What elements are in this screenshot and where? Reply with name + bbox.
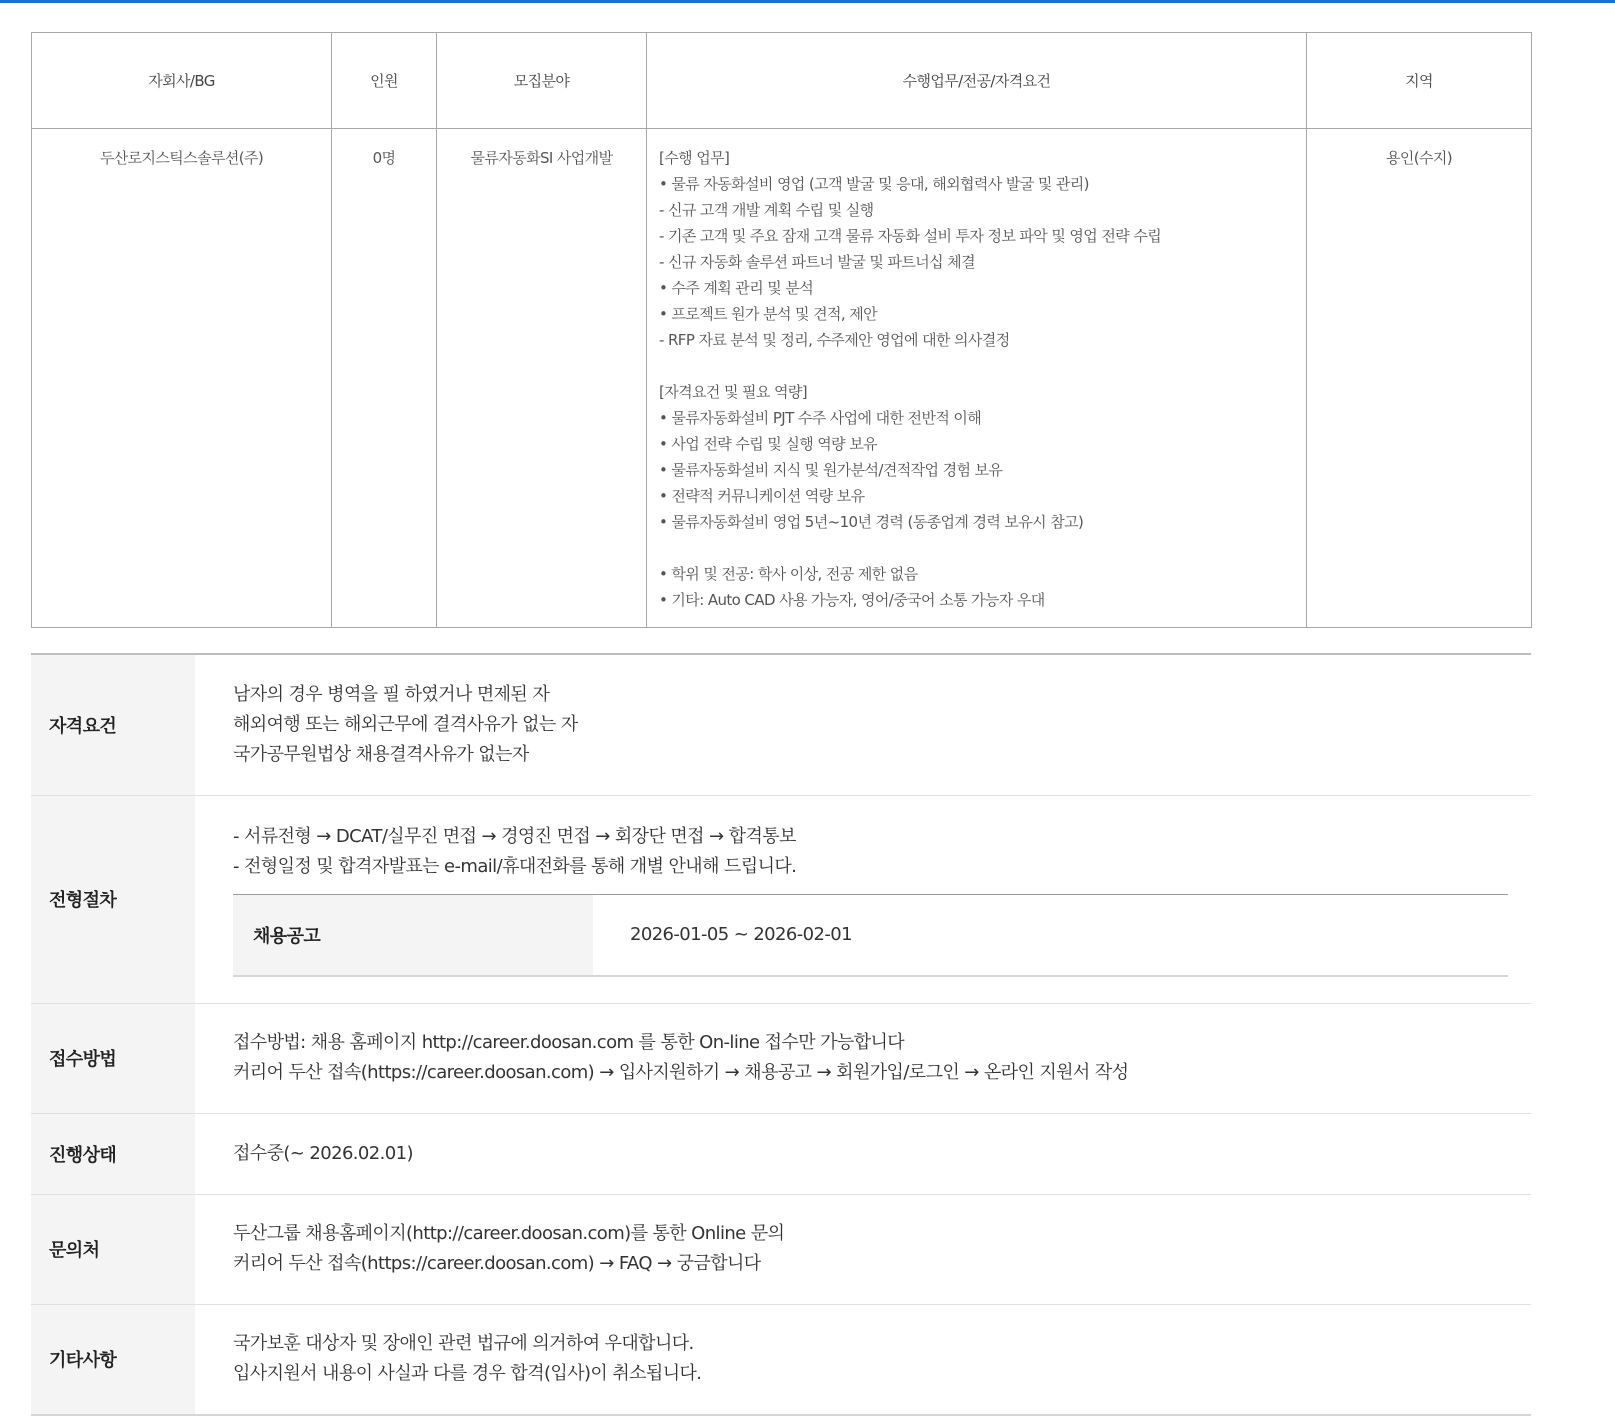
- status-line: 접수중(~ 2026.02.01): [233, 1142, 413, 1164]
- schedule-row: [233, 894, 1508, 976]
- info-row-qualification: [31, 654, 1531, 795]
- info-row-process: [31, 795, 1531, 1003]
- recruitment-table: [31, 32, 1532, 628]
- etc-line: 입사지원서 내용이 사실과 다를 경우 합격(입사)이 취소됩니다.: [233, 1363, 702, 1385]
- qualification-line: 국가공무원법상 채용결격사유가 없는자: [233, 743, 529, 765]
- duty-line: - RFP 자료 분석 및 정리, 수주제안 영업에 대한 의사결정: [659, 331, 1010, 349]
- cell-field: 물류자동화SI 사업개발: [437, 129, 647, 628]
- apply-line: 커리어 두산 접속(https://career.doosan.com) → 입사지원하기 → 채용공고 → 회원가입/로그인 → 온라인 지원서 작성: [233, 1062, 1129, 1083]
- process-line: - 전형일정 및 합격자발표는 e-mail/휴대전화를 통해 개별 안내해 드립니다.: [233, 855, 797, 877]
- process-line: - 서류전형 → DCAT/실무진 면접 → 경영진 면접 → 회장단 면접 → 합격통보: [233, 825, 796, 847]
- duty-line: • 전략적 커뮤니케이션 역량 보유: [659, 487, 865, 505]
- qualification-line: 남자의 경우 병역을 필 하였거나 면제된 자: [233, 683, 550, 705]
- etc-label: 기타사항: [31, 1304, 195, 1415]
- duty-line: • 기타: Auto CAD 사용 가능자, 영어/중국어 소통 가능자 우대: [659, 591, 1045, 609]
- apply-line: 접수방법: 채용 홈페이지 http://career.doosan.com 를 통한 On-line 접수만 가능합니다: [233, 1032, 905, 1053]
- cell-company: 두산로지스틱스솔루션(주): [32, 129, 332, 628]
- info-row-contact: [31, 1194, 1531, 1304]
- apply-content: [195, 1003, 1531, 1113]
- qualification-label: 자격요건: [31, 654, 195, 795]
- duty-line: • 학위 및 전공: 학사 이상, 전공 제한 없음: [659, 565, 918, 583]
- cell-region: 용인(수지): [1307, 129, 1532, 628]
- header-company: 자회사/BG: [32, 33, 332, 129]
- schedule-value: 2026-01-05 ~ 2026-02-01: [630, 924, 852, 945]
- duty-line: • 물류자동화설비 지식 및 원가분석/견적작업 경험 보유: [659, 461, 1003, 479]
- recruitment-info-table: [31, 653, 1531, 1416]
- cell-duties: [647, 129, 1307, 628]
- contact-line: 두산그룹 채용홈페이지(http://career.doosan.com)를 통한 Online 문의: [233, 1223, 785, 1244]
- header-field: 모집분야: [437, 33, 647, 129]
- duty-line: • 물류 자동화설비 영업 (고객 발굴 및 응대, 해외협력사 발굴 및 관리): [659, 175, 1089, 193]
- header-headcount: 인원: [332, 33, 437, 129]
- qualification-content: [195, 654, 1531, 795]
- top-accent-bar: [0, 0, 1615, 3]
- duty-line: • 물류자동화설비 영업 5년~10년 경력 (동종업계 경력 보유시 참고): [659, 513, 1084, 531]
- etc-line: 국가보훈 대상자 및 장애인 관련 법규에 의거하여 우대합니다.: [233, 1333, 694, 1355]
- status-content: [195, 1113, 1531, 1194]
- duty-line: • 사업 전략 수립 및 실행 역량 보유: [659, 435, 877, 453]
- duty-line: • 프로젝트 원가 분석 및 견적, 제안: [659, 305, 877, 323]
- duty-line: - 신규 자동화 솔루션 파트너 발굴 및 파트너십 체결: [659, 253, 975, 271]
- info-row-etc: [31, 1304, 1531, 1415]
- contact-label: 문의처: [31, 1194, 195, 1304]
- etc-content: [195, 1304, 1531, 1415]
- contact-line: 커리어 두산 접속(https://career.doosan.com) → FAQ → 궁금합니다: [233, 1253, 761, 1274]
- info-row-apply: [31, 1003, 1531, 1113]
- table-header-row: [32, 33, 1532, 129]
- duty-line: - 기존 고객 및 주요 잠재 고객 물류 자동화 설비 투자 정보 파악 및 영업 전략 수립: [659, 227, 1162, 245]
- info-row-status: [31, 1113, 1531, 1194]
- duties-list: [659, 145, 1296, 613]
- table-row: [32, 129, 1532, 628]
- qualification-line: 해외여행 또는 해외근무에 결격사유가 없는 자: [233, 713, 578, 735]
- schedule-label: 채용공고: [233, 894, 593, 976]
- process-content: [195, 795, 1531, 1003]
- apply-label: 접수방법: [31, 1003, 195, 1113]
- duty-line: [자격요건 및 필요 역량]: [659, 383, 808, 401]
- duties-spacer: [659, 535, 1296, 561]
- duty-line: - 신규 고객 개발 계획 수립 및 실행: [659, 201, 874, 219]
- status-label: 진행상태: [31, 1113, 195, 1194]
- cell-headcount: 0명: [332, 129, 437, 628]
- duties-spacer: [659, 353, 1296, 379]
- duty-line: [수행 업무]: [659, 149, 730, 167]
- duty-line: • 수주 계획 관리 및 분석: [659, 279, 814, 297]
- duty-line: • 물류자동화설비 PJT 수주 사업에 대한 전반적 이해: [659, 409, 982, 427]
- process-label: 전형절차: [31, 795, 195, 1003]
- contact-content: [195, 1194, 1531, 1304]
- header-region: 지역: [1307, 33, 1532, 129]
- header-duties: 수행업무/전공/자격요건: [647, 33, 1307, 129]
- schedule-table: [233, 894, 1508, 977]
